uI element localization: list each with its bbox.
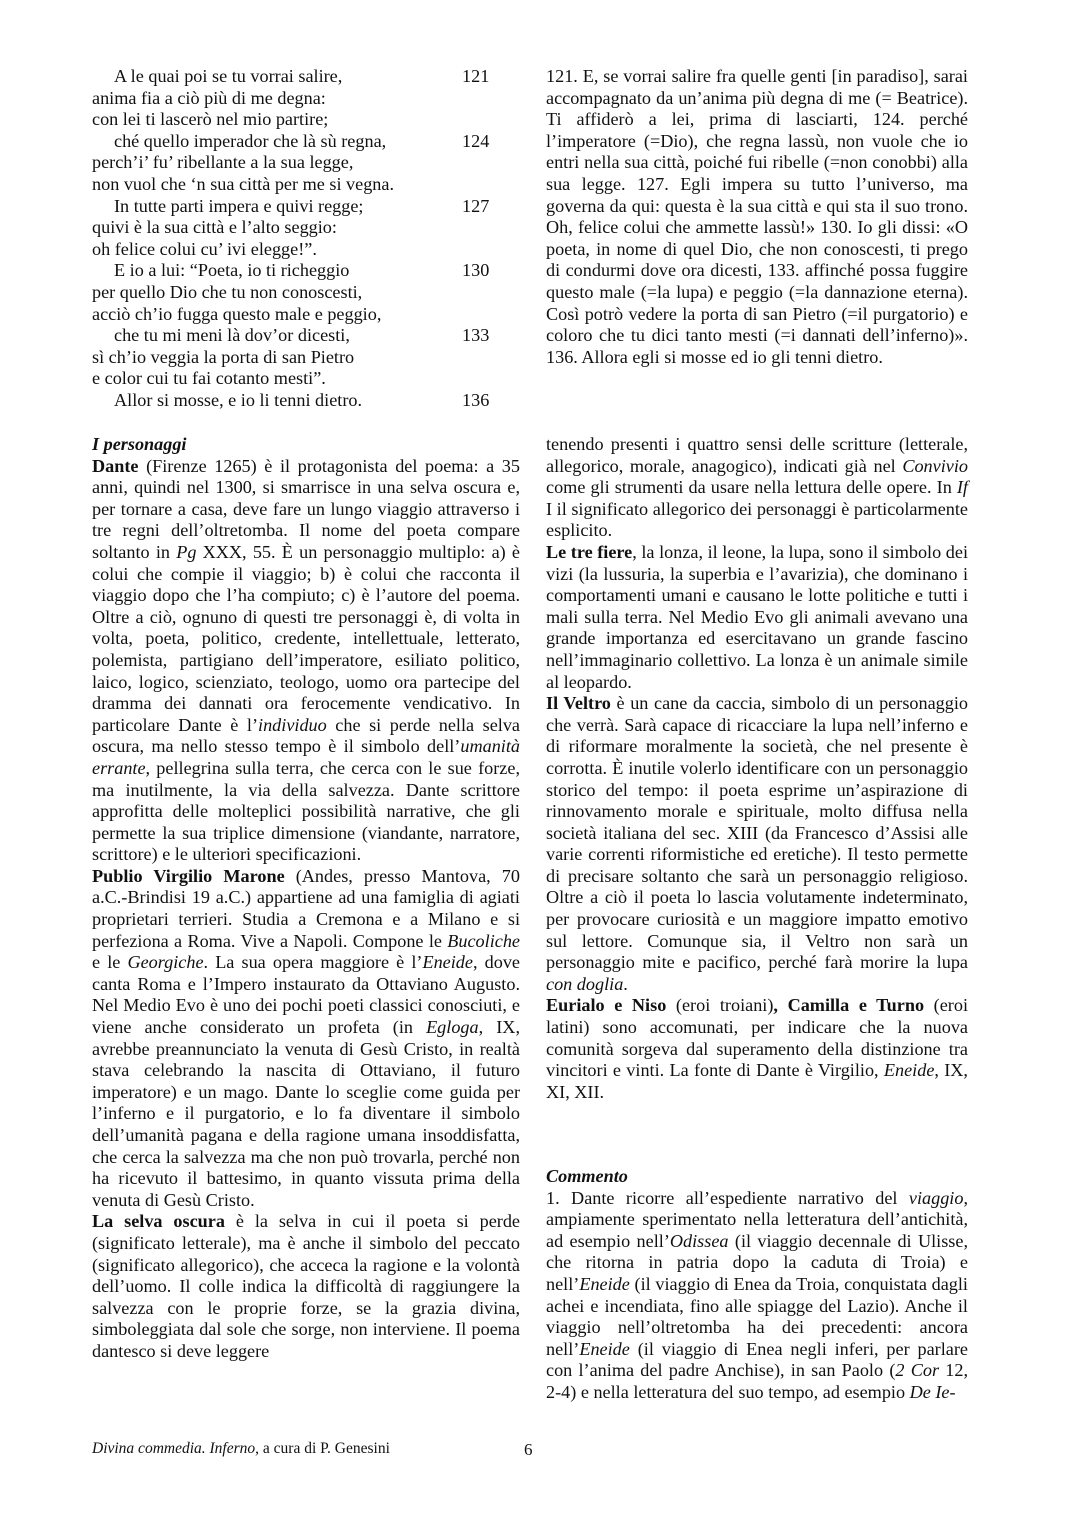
- verse-line: [92, 109, 502, 131]
- eurialo-term-2: , Camilla e Turno: [773, 995, 925, 1016]
- selva-paragraph: [92, 1211, 520, 1362]
- verse-line: [92, 390, 502, 412]
- verse-line: [92, 282, 502, 304]
- commento-paragraph: [546, 1188, 968, 1404]
- virgilio-italic-2: Georgiche: [127, 952, 204, 973]
- commento-italic-6: De Ie-: [909, 1381, 956, 1402]
- selva-text-4: I il significato allegorico dei personaggi è particolarmente esplicito.: [546, 498, 968, 541]
- paraphrase-column: [546, 66, 968, 368]
- page-number: 6: [524, 1440, 533, 1459]
- eurialo-italic-1: Eneide: [883, 1060, 935, 1081]
- commento-italic-4: Eneide: [579, 1338, 630, 1359]
- eurialo-text-2: (eroi latini) sono accomunati, per indicare che la nuova comunità sorgeva dal superamento della distinzione tra vincitori e vinti. La fonte di Dante è Virgilio,: [546, 995, 968, 1081]
- veltro-text-1: è un cane da caccia, simbolo di un personaggio che verrà. Sarà capace di ricacciare la lupa nell’inferno e di riformare moralmente la società, che nel presente è corrotta. È inutile volerlo identificare con un personaggio storico del tempo: il poeta esprime un’aspirazione di rinnovamento morale e spirituale, molto diffusa nella società italiana del sec. XIII (da Francesco d’Assisi alle varie correnti riformistiche ed eretiche). Il testo permette di precisare soltanto che sarà un personaggio religioso. Oltre a ciò il poeta lo lascia volutamente indeterminato, per provocare curiosità e un maggiore impatto emotivo sul lettore. Comunque sia, il Veltro non sarà un personaggio mite e pacifico, perché farà morire la lupa: [546, 693, 968, 973]
- verse-number: 124: [462, 130, 490, 151]
- eurialo-term-1: Eurialo e Niso: [546, 995, 667, 1016]
- commento-heading: Commento: [546, 1166, 628, 1186]
- verse-text: e color cui tu fai cotanto mesti”.: [92, 368, 326, 389]
- virgilio-italic-3: Eneide: [422, 952, 473, 973]
- verse-text: sì ch’io veggia la porta di san Pietro: [92, 346, 355, 367]
- verse-text: A le quai poi se tu vorrai salire,: [114, 66, 343, 86]
- verse-line: [92, 368, 502, 390]
- verse-text: anima fia a ciò più di me degna:: [92, 87, 326, 108]
- selva-text-2: tenendo presenti i quattro sensi delle scritture (letterale, allegorico, morale, anagogico), indicati già nel: [546, 434, 968, 476]
- dante-italic-3: umanità errante: [92, 736, 520, 778]
- commento-italic-3: Eneide: [579, 1273, 630, 1294]
- commento-section: [546, 1166, 968, 1404]
- fiere-term: Le tre fiere: [546, 541, 633, 562]
- selva-italic-2: If: [956, 477, 968, 498]
- verse-text: perch’i’ fu’ ribellante a la sua legge,: [92, 152, 354, 173]
- eurialo-text-1: (eroi troiani): [666, 995, 774, 1016]
- dante-paragraph: [92, 456, 520, 866]
- verse-line: [92, 217, 502, 239]
- verse-text: In tutte parti impera e quivi regge;: [114, 195, 364, 216]
- verse-text: acciò ch’io fugga questo male e peggio,: [92, 303, 382, 324]
- dante-term: Dante: [92, 455, 139, 476]
- verse-text: E io a lui: “Poeta, io ti richeggio: [114, 260, 350, 281]
- verse-line: [92, 325, 502, 347]
- paraphrase-text: 121. E, se vorrai salire fra quelle genti [in paradiso], sarai accompagnato da un’anima più degna di me (= Beatrice). Ti affiderò a lei, prima di lasciarti, 124. perché l’imperatore (=Dio), che regna lassù, non vuole che io entri nella sua città, poiché fui ribelle (=non conobbi) alla sua legge. 127. Egli impera su tutto l’universo, ma governa da qui: questa è la sua città e qui sta il suo trono. Oh, felice colui che ammette lassù!» 130. Io gli dissi: «O poeta, in nome di quel Dio, che non conoscesti, ti prego di condurmi dove ora dicesti, 133. affinché possa fuggire questo male (=la lupa) e peggio (=la dannazione eterna). Così potrò vedere la porta di san Pietro (=il purgatorio) e coloro che tu dici tanto mesti (=i dannati dell’inferno)». 136. Allora egli si mosse ed io gli tenni dietro.: [546, 66, 968, 367]
- verse-number: 127: [462, 195, 490, 216]
- eurialo-text-3: , IX, XI, XII.: [546, 1060, 968, 1102]
- veltro-italic-1: con doglia: [546, 973, 624, 994]
- fiere-paragraph: [546, 542, 968, 693]
- virgilio-text-2: e le: [92, 952, 128, 973]
- virgilio-text-5: , IX, avrebbe preannunciato la venuta di Gesù Cristo, in realtà stava celebrando la nascita di Ottaviano, il futuro imperatore) e un mago. Dante lo sceglie come guida per l’inferno e il purgatorio, e lo fa diventare il simbolo dell’umanità pagana e della ragione umana insoddisfatta, che cerca la salvezza ma che non può trovarla, perché non ha ricevuto il battesimo, in quanto vissuta prima della venuta di Gesù Cristo.: [92, 1017, 520, 1210]
- virgilio-paragraph: [92, 866, 520, 1212]
- verse-number: 133: [462, 325, 490, 346]
- virgilio-term: Publio Virgilio Marone: [92, 865, 285, 886]
- commento-italic-2: Odissea: [669, 1230, 729, 1251]
- selva-text-1: è la selva in cui il poeta si perde (significato letterale), ma è anche il simbolo del peccato (significato allegorico), che acceca la ragione e la volontà dell’uomo. Il colle indica la difficoltà di raggiungere la salvezza con le proprie forze, se la grazia divina, simboleggiata dal sole che sorge, non interviene. Il poema dantesco si deve leggere: [92, 1211, 520, 1361]
- dante-text-1: (Firenze 1265) è il protagonista del poema: a 35 anni, quindi nel 1300, si smarrisce in una selva oscura e, per tornare a casa, deve fare un lungo viaggio attraverso i tre regni dell’oltretomba. Il nome del poeta compare soltanto in: [92, 455, 520, 562]
- selva-term: La selva oscura: [92, 1211, 225, 1232]
- veltro-paragraph: [546, 693, 968, 995]
- verse-line: [92, 66, 502, 88]
- commento-italic-1: viaggio: [908, 1187, 964, 1208]
- verse-text: che tu mi meni là dov’or dicesti,: [114, 325, 350, 346]
- personaggi-heading: I personaggi: [92, 434, 187, 454]
- commento-text-4: (il viaggio di Enea da Troia, conquistata dagli achei e incendiata, fino alle spiagge del Lazio). Anche il viaggio nell’oltretomba ha dei precedenti: ancora nell’: [546, 1273, 968, 1359]
- commento-text-1: 1. Dante ricorre all’espediente narrativo del: [546, 1187, 909, 1208]
- right-lower-column: [546, 434, 968, 1103]
- personaggi-column: [92, 434, 520, 1363]
- commento-text-5: (il viaggio di Enea negli inferi, per parlare con l’anima del padre Anchise), in san Paolo (: [546, 1338, 968, 1381]
- veltro-text-2: .: [623, 973, 628, 994]
- verse-number: 121: [462, 66, 490, 86]
- verse-line: [92, 152, 502, 174]
- verse-text: con lei ti lascerò nel mio partire;: [92, 109, 329, 130]
- verse-text: ché quello imperador che là sù regna,: [114, 130, 387, 151]
- footer-title-italic: Divina commedia. Inferno: [92, 1440, 256, 1457]
- verse-line: [92, 131, 502, 153]
- dante-italic-1: Pg: [176, 541, 197, 562]
- commento-text-6: 12, 2-4) e nella letteratura del suo tempo, ad esempio: [546, 1360, 969, 1402]
- verse-line: [92, 239, 502, 261]
- dante-text-4: , pellegrina sulla terra, che cerca con le sue forze, ma inutilmente, la via della salvezza. Dante scrittore approfitta delle molteplici possibilità narrative, che gli permette la sua triplice dimensione (viandante, narratore, scrittore) e le ulteriori specificazioni.: [92, 757, 520, 865]
- verse-line: [92, 347, 502, 369]
- commento-italic-5: 2 Cor: [895, 1360, 940, 1381]
- virgilio-italic-1: Bucoliche: [447, 930, 520, 951]
- verse-text: Allor si mosse, e io li tenni dietro.: [114, 389, 363, 410]
- verse-text: quivi è la sua città e l’alto seggio:: [92, 217, 337, 238]
- selva-continuation: [546, 434, 968, 542]
- selva-text-3: come gli strumenti da usare nella lettura delle opere. In: [546, 477, 957, 498]
- virgilio-text-3: . La sua opera maggiore è l’: [203, 952, 423, 973]
- footer-title-rest: , a cura di P. Genesini: [255, 1440, 390, 1457]
- verse-text: per quello Dio che tu non conoscesti,: [92, 281, 363, 302]
- eurialo-paragraph: [546, 995, 968, 1103]
- verse-text: oh felice colui cu’ ivi elegge!”.: [92, 238, 317, 259]
- verse-number: 136: [462, 389, 490, 410]
- selva-italic-1: Convivio: [902, 455, 968, 476]
- dante-italic-2: individuo: [258, 714, 327, 735]
- virgilio-text-4: , dove canta Roma e l’Impero instaurato da Ottaviano Augusto. Nel Medio Evo è uno dei pochi poeti classici conosciuti, e viene anche considerato un profeta (in: [92, 952, 520, 1038]
- dante-text-2: XXX, 55. È un personaggio multiplo: a) è colui che compie il viaggio; b) è colui che racconta il viaggio dopo che l’ha compiuto; c) è l’autore del poema. Oltre a ciò, ognuno di questi tre personaggi è, di volta in volta, poeta, politico, credente, intellettuale, letterato, polemista, partigiano dell’imperatore, esiliato politico, laico, logico, scienziato, teologo, uomo ora partecipe del dramma dei dannati ora ferocemente vendicativo. In particolare Dante è l’: [92, 541, 520, 735]
- veltro-term: Il Veltro: [546, 693, 611, 714]
- verse-line: [92, 174, 502, 196]
- verse-line: [92, 196, 502, 218]
- fiere-text-1: , la lonza, il leone, la lupa, sono il simbolo dei vizi (la lussuria, la superbia e l’avarizia), che dominano i comportamenti umani e causano le lotte politiche e tutti i mali sulla terra. Nel Medio Evo gli animali avevano una grande importanza ed esercitavano un grande fascino nell’immaginario collettivo. La lonza è un animale simile al leopardo.: [546, 541, 968, 692]
- commento-text-2: , ampiamente sperimentato nella letteratura dell’antichità, ad esempio nell’: [546, 1187, 968, 1251]
- commento-text-3: (il viaggio decennale di Ulisse, che ritorna in patria dopo la caduta di Troia) e nell’: [546, 1230, 969, 1294]
- verse-number: 130: [462, 260, 490, 281]
- verse-line: [92, 88, 502, 110]
- virgilio-italic-4: Egloga: [426, 1017, 479, 1038]
- verse-line: [92, 260, 502, 282]
- virgilio-text-1: (Andes, presso Mantova, 70 a.C.-Brindisi 19 a.C.) appartiene ad una famiglia di agiati proprietari terrieri. Studia a Cremona e a Milano e si perfeziona a Roma. Vive a Napoli. Compone le: [92, 865, 520, 951]
- verse-line: [92, 304, 502, 326]
- verse-block: [92, 66, 502, 412]
- dante-text-3: che si perde nella selva oscura, ma nello stesso tempo è il simbolo dell’: [92, 714, 520, 757]
- verse-text: non vuol che ‘n sua città per me si vegna.: [92, 173, 395, 194]
- footer-book-title: [92, 1440, 390, 1458]
